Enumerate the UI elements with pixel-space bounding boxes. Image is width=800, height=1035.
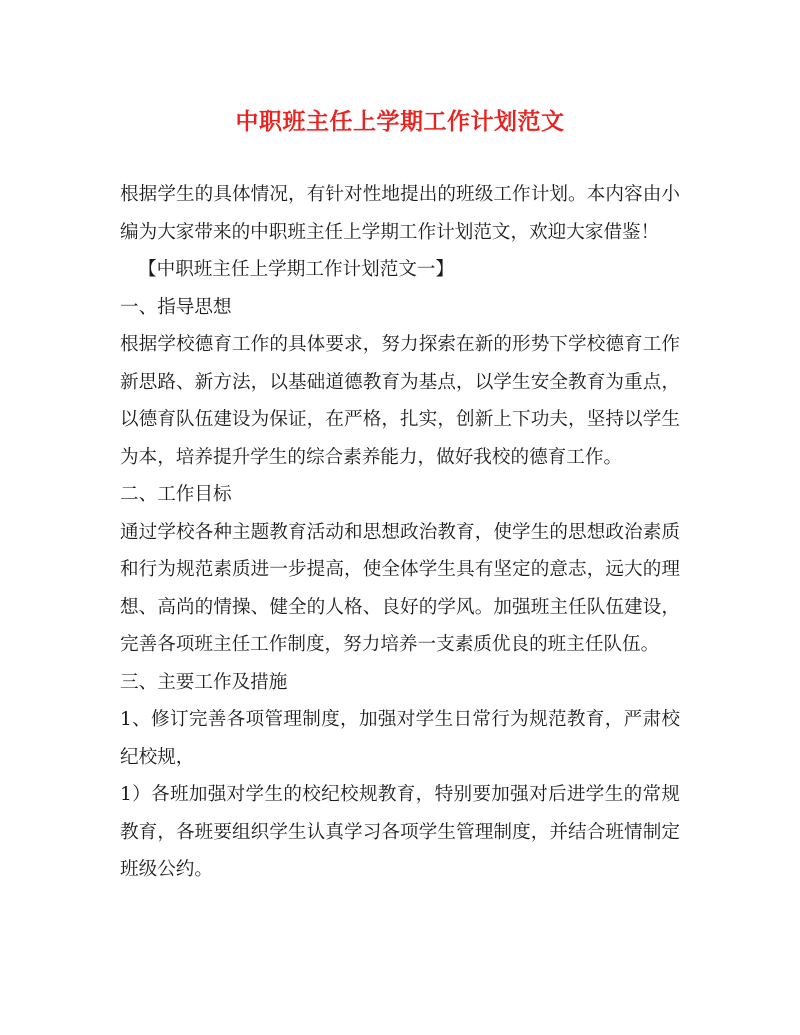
paragraph-measure-1: 1、修订完善各项管理制度，加强对学生日常行为规范教育，严肃校纪校规， [120,709,680,768]
heading-guiding-ideology: 一、指导思想 [120,296,232,318]
heading-work-goals: 二、工作目标 [120,484,232,505]
document-body [120,176,680,889]
paragraph-work-goals: 通过学校各种主题教育活动和思想政治教育，使学生的思想政治素质和行为规范素质进一步提高，使全体学生具有坚定的意志，远大的理想、高尚的情操、健全的人格、良好的学风。加强班主任队伍建设，完善各项班主任工作制度，努力培养一支素质优良的班主任队伍。 [120,521,680,655]
intro-paragraph: 根据学生的具体情况，有针对性地提出的班级工作计划。本内容由小编为大家带来的中职班主任上学期工作计划范文，欢迎大家借鉴！ [120,184,680,243]
paragraph-guiding-ideology: 根据学校德育工作的具体要求，努力探索在新的形势下学校德育工作新思路、新方法，以基础道德教育为基点，以学生安全教育为重点，以德育队伍建设为保证，在严格，扎实，创新上下功夫，坚持以学生为本，培养提升学生的综合素养能力，做好我校的德育工作。 [120,334,680,468]
document-title: 中职班主任上学期工作计划范文 [235,108,565,135]
paragraph-measure-1-1: 1）各班加强对学生的校纪校规教育，特别要加强对后进学生的常规教育，各班要组织学生认真学习各项学生管理制度，并结合班情制定班级公约。 [120,784,680,880]
heading-main-work-measures: 三、主要工作及措施 [120,671,288,693]
section-heading-plan-one: 【中职班主任上学期工作计划范文一】 [138,259,455,280]
